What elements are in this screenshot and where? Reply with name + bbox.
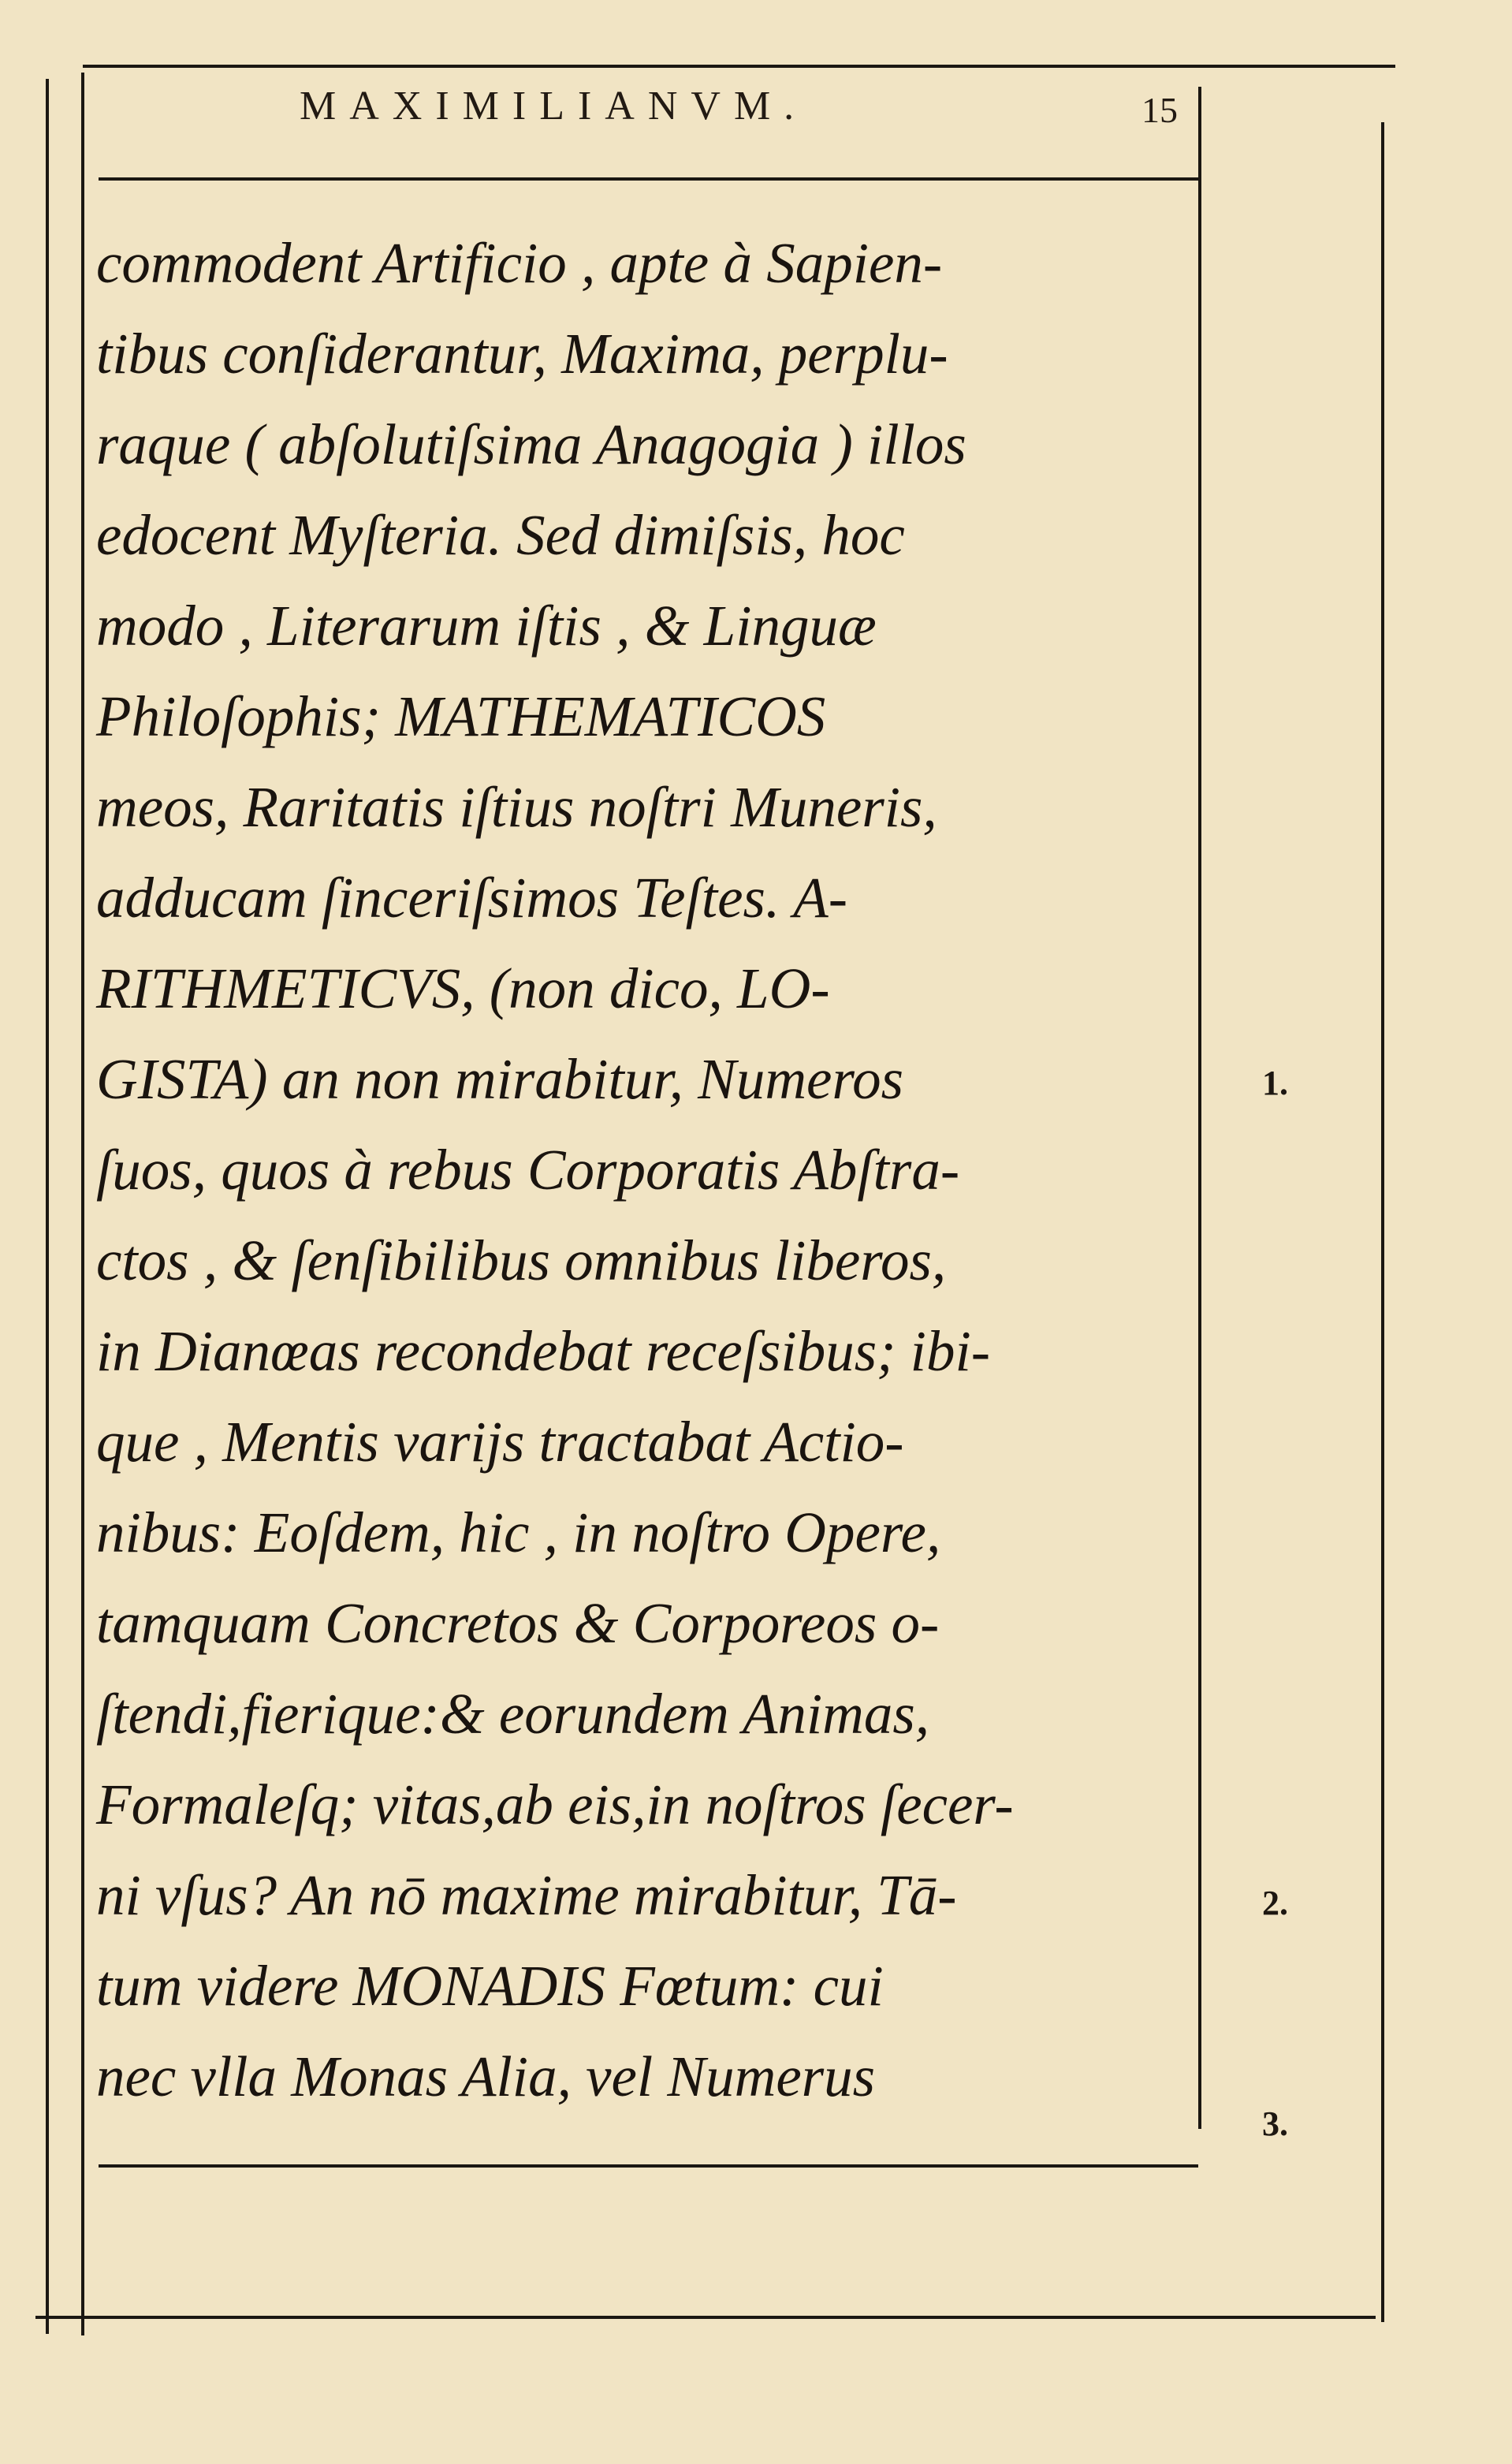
- text-line: commodent Artificio , apte à Sapien-: [96, 231, 943, 295]
- body-text: [96, 218, 1196, 2122]
- text-right-rule: [1198, 87, 1201, 2129]
- text-line: GISTA) an non mirabitur, Numeros: [96, 1047, 904, 1111]
- text-line: RITHMETICVS, (non dico, LO-: [96, 956, 830, 1020]
- text-line: modo , Literarum iſtis , & Linguæ: [96, 594, 877, 658]
- margin-note-3: 3.: [1262, 2104, 1288, 2143]
- text-line: ni vſus? An nō maxime mirabitur, Tā-: [96, 1863, 957, 1927]
- text-line: raque ( abſolutiſsima Anagogia ) illos: [96, 412, 966, 476]
- margin-note-1: 1.: [1262, 1064, 1288, 1102]
- page-number: 15: [1141, 90, 1178, 130]
- text-line: que , Mentis varijs tractabat Actio-: [96, 1410, 904, 1474]
- right-outer-rule: [1381, 122, 1384, 2322]
- text-line: tamquam Concretos & Corporeos o-: [96, 1591, 940, 1655]
- text-line: tibus conſiderantur, Maxima, perplu-: [96, 322, 948, 386]
- text-line: Formaleſq; vitas,ab eis,in noſtros ſecer-: [96, 1773, 1014, 1836]
- text-line: meos, Raritatis iſtius noſtri Muneris,: [96, 775, 937, 839]
- text-line: adducam ſinceriſsimos Teſtes. A-: [96, 866, 848, 930]
- running-title: MAXIMILIANVM.: [300, 84, 808, 129]
- text-line: ctos , & ſenſibilibus omnibus liberos,: [96, 1228, 947, 1292]
- top-rule: [83, 65, 1395, 68]
- text-line: nibus: Eoſdem, hic , in noſtro Opere,: [96, 1500, 941, 1564]
- text-line: ſtendi,fierique:& eorundem Animas,: [96, 1682, 930, 1746]
- bottom-text-rule: [99, 2164, 1198, 2168]
- text-line: nec vlla Monas Alia, vel Numerus: [96, 2045, 876, 2108]
- text-line: in Dianœas recondebat receſsibus; ibi-: [96, 1319, 991, 1383]
- text-line: ſuos, quos à rebus Corporatis Abſtra-: [96, 1138, 960, 1202]
- text-line: Philoſophis; MATHEMATICOS: [96, 684, 826, 748]
- left-inner-rule: [81, 73, 84, 2335]
- left-outer-rule: [46, 79, 49, 2334]
- text-line: tum videre MONADIS Fœtum: cui: [96, 1954, 884, 2018]
- bottom-rule: [35, 2316, 1376, 2319]
- margin-note-2: 2.: [1262, 1884, 1288, 1922]
- text-line: edocent Myſteria. Sed dimiſsis, hoc: [96, 503, 905, 567]
- header-rule: [99, 177, 1198, 181]
